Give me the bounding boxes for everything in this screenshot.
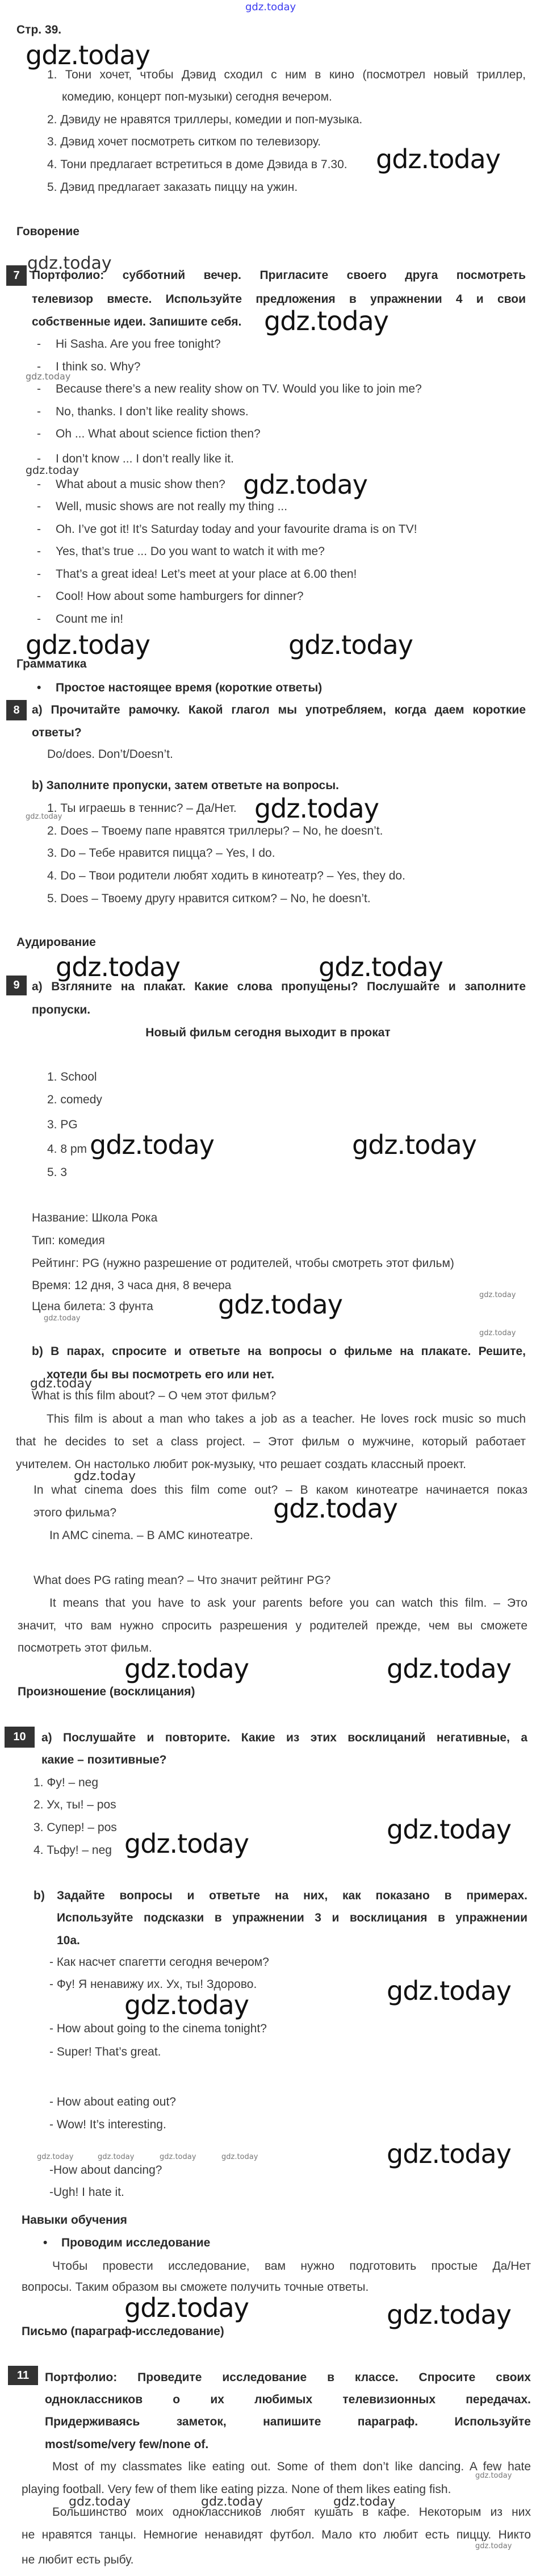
watermark: gdz.today bbox=[376, 144, 500, 174]
qa-line: What does PG rating mean? – Что значит рейтинг PG? bbox=[34, 1574, 331, 1587]
watermark: gdz.today bbox=[479, 1329, 516, 1337]
dialog-line: Hi Sasha. Are you free tonight? bbox=[56, 337, 221, 351]
watermark: gdz.today bbox=[69, 2495, 131, 2509]
watermark: gdz.today bbox=[56, 952, 180, 982]
answer-item: 1. Тони хочет, чтобы Дэвид сходил с ним в кино (посмотрел новый триллер, bbox=[47, 68, 526, 81]
exercise-number-badge: 8 bbox=[6, 700, 27, 720]
watermark: gdz.today bbox=[124, 1653, 249, 1684]
watermark: gdz.today bbox=[218, 1289, 342, 1320]
qa-line: What is this film about? – О чем этот фильм? bbox=[32, 1389, 277, 1402]
poster-line: Время: 12 дня, 3 часа дня, 8 вечера bbox=[32, 1279, 232, 1292]
poster-line: Рейтинг: PG (нужно разрешение от родителей, чтобы смотреть этот фильм) bbox=[32, 1257, 454, 1270]
watermark: gdz.today bbox=[26, 464, 79, 477]
qa-line: учителем. Он настолько любит рок-музыку, что решает создать классный проект. bbox=[16, 1458, 466, 1471]
answer-item: 4. 8 pm bbox=[47, 1143, 87, 1156]
watermark: gdz.today bbox=[124, 1990, 249, 2020]
exercise-prompt: а) Взгляните на плакат. Какие слова пропущены? Послушайте и заполните bbox=[32, 980, 526, 993]
exercise-number-badge: 7 bbox=[6, 265, 27, 286]
exercise-prompt: пропуски. bbox=[32, 1003, 91, 1016]
watermark: gdz.today bbox=[288, 630, 413, 660]
watermark: gdz.today bbox=[124, 2292, 249, 2323]
answer-item-cont: комедию, концерт поп-музыки) сегодня вечером. bbox=[62, 90, 332, 103]
dialog-line: I don’t know ... I don’t really like it. bbox=[56, 452, 234, 465]
section-heading-pronunciation: Произношение (восклицания) bbox=[18, 1685, 195, 1698]
dialog-line: - Wow! It’s interesting. bbox=[49, 2118, 166, 2131]
dialog-line: Yes, that’s true ... Do you want to watch it with me? bbox=[56, 545, 325, 558]
dialog-line: Oh. I’ve got it! It’s Saturday today and your favourite drama is on TV! bbox=[56, 523, 417, 536]
dialog-line: Count me in! bbox=[56, 612, 124, 626]
section-heading-study-skills: Навыки обучения bbox=[22, 2214, 127, 2227]
answer-item: 1. Ты играешь в теннис? – Да/Нет. bbox=[47, 802, 237, 815]
answer-item: 4. Тони предлагает встретиться в доме Дэвида в 7.30. bbox=[47, 158, 347, 171]
section-heading-writing: Письмо (параграф-исследование) bbox=[22, 2325, 224, 2338]
answer-item: 3. Дэвид хочет посмотреть ситком по телевизору. bbox=[47, 135, 321, 148]
exercise-answer: Do/does. Don’t/Doesn’t. bbox=[47, 748, 173, 761]
watermark: gdz.today bbox=[90, 1129, 214, 1160]
watermark: gdz.today bbox=[27, 253, 112, 273]
dialog-dash: - bbox=[37, 452, 41, 465]
grammar-topic: Простое настоящее время (короткие ответы) bbox=[56, 681, 323, 694]
poster-title: Новый фильм сегодня выходит в прокат bbox=[145, 1026, 391, 1039]
dialog-line: - How about eating out? bbox=[49, 2095, 176, 2108]
answer-item: 3. PG bbox=[47, 1118, 78, 1131]
qa-line: In AMC cinema. – В AMC кинотеатре. bbox=[49, 1529, 253, 1542]
watermark: gdz.today bbox=[201, 2495, 263, 2509]
answer-item: 2. Дэвиду не нравятся триллеры, комедии и поп-музыка. bbox=[47, 113, 363, 126]
dialog-dash: - bbox=[37, 568, 41, 581]
watermark: gdz.today bbox=[319, 952, 443, 982]
watermark: gdz.today bbox=[273, 1493, 397, 1524]
watermark: gdz.today bbox=[160, 2153, 196, 2161]
watermark: gdz.today bbox=[37, 2153, 74, 2161]
watermark: gdz.today bbox=[30, 1377, 93, 1391]
exercise-prompt: Используйте подсказки в упражнении 3 и восклицания в упражнении bbox=[57, 1911, 527, 1924]
exercise-number-badge: 10 bbox=[5, 1727, 35, 1748]
dialog-line: Well, music shows are not really my thing ... bbox=[56, 500, 288, 513]
dialog-dash: - bbox=[37, 545, 41, 558]
dialog-dash: - bbox=[37, 590, 41, 603]
section-heading-speaking: Говорение bbox=[16, 225, 79, 238]
exercise-part-label: b) bbox=[34, 1889, 45, 1902]
section-heading-listening: Аудирование bbox=[16, 936, 96, 949]
exercise-prompt: одноклассников о их любимых телевизионных передачах. bbox=[45, 2393, 531, 2406]
watermark: gdz.today bbox=[387, 2139, 511, 2169]
study-topic: Проводим исследование bbox=[61, 2236, 211, 2249]
answer-paragraph-line: не любит есть рыбу. bbox=[22, 2553, 134, 2566]
dialog-dash: - bbox=[37, 337, 41, 351]
poster-line: Название: Школа Рока bbox=[32, 1211, 158, 1224]
watermark: gdz.today bbox=[124, 1828, 249, 1859]
answer-item: 3. Do – Тебе нравится пицца? – Yes, I do. bbox=[47, 847, 275, 860]
watermark: gdz.today bbox=[387, 2299, 511, 2330]
answer-item: 1. School bbox=[47, 1070, 97, 1083]
watermark: gdz.today bbox=[44, 1314, 81, 1323]
qa-line: посмотреть этот фильм. bbox=[18, 1641, 152, 1654]
section-heading-grammar: Грамматика bbox=[16, 657, 87, 670]
dialog-line: Because there’s a new reality show on TV. Would you like to join me? bbox=[56, 382, 422, 395]
bullet-icon: • bbox=[43, 2236, 48, 2249]
exercise-prompt: телевизор вместе. Используйте предложения в упражнении 4 и свои bbox=[32, 293, 526, 306]
exercise-prompt: b) В парах, спросите и ответьте на вопросы о фильме на плакате. Решите, bbox=[32, 1345, 526, 1358]
exercise-prompt: какие – позитивные? bbox=[41, 1753, 167, 1766]
watermark: gdz.today bbox=[387, 1653, 511, 1684]
answer-item: 2. comedy bbox=[47, 1093, 102, 1106]
dialog-line: - Как насчет спагетти сегодня вечером? bbox=[49, 1956, 269, 1969]
watermark: gdz.today bbox=[479, 1291, 516, 1299]
watermark: gdz.today bbox=[475, 2542, 512, 2550]
exercise-prompt: Задайте вопросы и ответьте на них, как показано в примерах. bbox=[57, 1889, 527, 1902]
dialog-line: Cool! How about some hamburgers for dinner? bbox=[56, 590, 304, 603]
qa-line: It means that you have to ask your parents before you can watch this film. – Это bbox=[49, 1597, 527, 1610]
bullet-icon: • bbox=[37, 681, 41, 694]
watermark: gdz.today bbox=[26, 812, 62, 821]
study-text: Чтобы провести исследование, вам нужно подготовить простые Да/Нет bbox=[52, 2260, 531, 2273]
answer-item: 1. Фу! – neg bbox=[34, 1776, 99, 1789]
watermark: gdz.today bbox=[26, 630, 150, 660]
study-text: вопросы. Таким образом вы сможете получить точные ответы. bbox=[22, 2281, 369, 2294]
qa-line: этого фильма? bbox=[34, 1506, 117, 1519]
watermark: gdz.today bbox=[333, 2495, 396, 2509]
watermark: gdz.today bbox=[387, 1814, 511, 1845]
exercise-prompt: ответы? bbox=[32, 726, 82, 739]
site-watermark: gdz.today bbox=[245, 1, 296, 13]
exercise-prompt: Портфолио: субботний вечер. Пригласите своего друга посмотреть bbox=[32, 269, 526, 282]
dialog-line: - How about going to the cinema tonight? bbox=[49, 2022, 267, 2035]
watermark: gdz.today bbox=[387, 1975, 511, 2006]
poster-line: Тип: комедия bbox=[32, 1234, 105, 1247]
watermark: gdz.today bbox=[74, 1469, 136, 1483]
exercise-prompt: Придерживаясь заметок, напишите параграф. Используйте bbox=[45, 2415, 531, 2428]
dialog-dash: - bbox=[37, 360, 41, 373]
answer-item: 4. Do – Твои родители любят ходить в кинотеатр? – Yes, they do. bbox=[47, 869, 405, 882]
dialog-dash: - bbox=[37, 500, 41, 513]
watermark: gdz.today bbox=[352, 1129, 476, 1160]
dialog-line: I think so. Why? bbox=[56, 360, 141, 373]
dialog-line: - Super! That’s great. bbox=[49, 2045, 161, 2058]
answer-item: 3. Супер! – pos bbox=[34, 1821, 117, 1834]
answer-paragraph-line: не нравятся танцы. Немногие ненавидят футбол. Мало кто любит есть пиццу. Никто bbox=[22, 2528, 531, 2541]
exercise-prompt: хотели бы вы посмотреть его или нет. bbox=[47, 1368, 275, 1381]
dialog-line: Oh ... What about science fiction then? bbox=[56, 427, 261, 440]
dialog-dash: - bbox=[37, 382, 41, 395]
watermark: gdz.today bbox=[26, 40, 150, 70]
watermark: gdz.today bbox=[26, 371, 71, 382]
qa-line: This film is about a man who takes a job as a teacher. He loves rock music so much bbox=[47, 1412, 526, 1425]
exercise-prompt: most/some/very few/none of. bbox=[45, 2438, 209, 2451]
exercise-prompt: 10a. bbox=[57, 1934, 80, 1947]
exercise-prompt: собственные идеи. Запишите себя. bbox=[32, 315, 242, 328]
answer-paragraph-line: Most of my classmates like eating out. Some of them don’t like dancing. A few hate bbox=[52, 2460, 531, 2473]
answer-paragraph-line: playing football. Very few of them like eating pizza. None of them likes eating fish. bbox=[22, 2483, 451, 2496]
dialog-line: -How about dancing? bbox=[49, 2164, 162, 2177]
answer-item: 5. Дэвид предлагает заказать пиццу на ужин. bbox=[47, 181, 298, 194]
answer-item: 2. Does – Твоему папе нравятся триллеры? – No, he doesn’t. bbox=[47, 824, 383, 837]
exercise-number-badge: 9 bbox=[6, 976, 27, 995]
dialog-line: - Фу! Я ненавижу их. Ух, ты! Здорово. bbox=[49, 1978, 257, 1991]
dialog-dash: - bbox=[37, 478, 41, 491]
exercise-prompt: а) Послушайте и повторите. Какие из этих восклицаний негативные, а bbox=[41, 1731, 527, 1744]
answer-paragraph-line: Большинство моих одноклассников любят кушать в кафе. Некоторым из них bbox=[52, 2506, 531, 2519]
watermark: gdz.today bbox=[475, 2471, 512, 2480]
answer-item: 5. Does – Твоему другу нравится ситком? – No, he doesn’t. bbox=[47, 892, 371, 905]
qa-line: that he decides to set a class project. – Этот фильм о мужчине, который работает bbox=[16, 1435, 526, 1448]
exercise-prompt: а) Прочитайте рамочку. Какой глагол мы употребляем, когда даем короткие bbox=[32, 703, 526, 716]
watermark: gdz.today bbox=[243, 469, 367, 500]
exercise-prompt: Портфолио: Проведите исследование в классе. Спросите своих bbox=[45, 2371, 531, 2384]
watermark: gdz.today bbox=[98, 2153, 135, 2161]
dialog-dash: - bbox=[37, 427, 41, 440]
dialog-dash: - bbox=[37, 612, 41, 626]
poster-line: Цена билета: 3 фунта bbox=[32, 1300, 153, 1313]
exercise-prompt: b) Заполните пропуски, затем ответьте на вопросы. bbox=[32, 779, 339, 792]
watermark: gdz.today bbox=[254, 793, 379, 824]
qa-line: значит, что вам нужно спросить разрешения у родителей прежде, чем вы сможете bbox=[18, 1619, 527, 1632]
dialog-dash: - bbox=[37, 405, 41, 418]
watermark: gdz.today bbox=[221, 2153, 258, 2161]
dialog-line: -Ugh! I hate it. bbox=[49, 2186, 124, 2199]
answer-item: 4. Тьфу! – neg bbox=[34, 1844, 112, 1857]
dialog-line: No, thanks. I don’t like reality shows. bbox=[56, 405, 249, 418]
dialog-line: What about a music show then? bbox=[56, 478, 225, 491]
qa-line: In what cinema does this film come out? – В каком кинотеатре начинается показ bbox=[34, 1483, 527, 1497]
dialog-line: That’s a great idea! Let’s meet at your place at 6.00 then! bbox=[56, 568, 357, 581]
dialog-dash: - bbox=[37, 523, 41, 536]
answer-item: 2. Ух, ты! – pos bbox=[34, 1798, 116, 1811]
answer-item: 5. 3 bbox=[47, 1166, 68, 1179]
exercise-number-badge: 11 bbox=[8, 2366, 38, 2385]
watermark: gdz.today bbox=[264, 306, 388, 336]
page-label: Стр. 39. bbox=[16, 23, 62, 36]
